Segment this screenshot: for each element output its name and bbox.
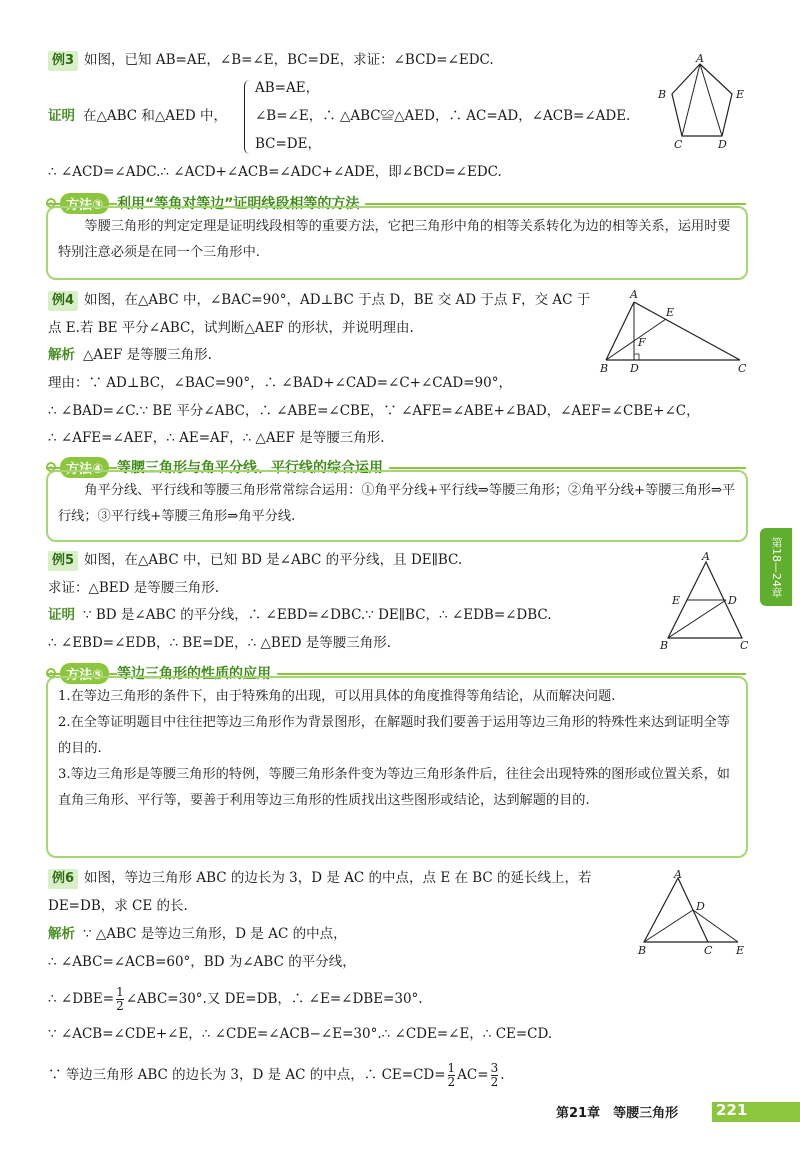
ex6-line6: ∵ ∠ACB=∠CDE+∠E，∴ ∠CDE=∠ACB−∠E=30°.∴ ∠CDE=∠E，∴ CE=CD. [48,1026,553,1042]
ex6-line5-a: ∴ ∠DBE= [48,991,115,1007]
page-number: 221 [716,1101,748,1119]
method3-box [46,206,748,280]
ex6-line3 [48,924,347,944]
frac-num: 1 [116,985,124,999]
method4-badge: 方法④ [60,457,109,478]
fig6-label-e: E [736,944,745,957]
fig3-label-b: B [658,88,667,101]
ex4-tag: 例4 [48,291,78,311]
fig3-label-c: C [674,138,683,151]
frac-num: 3 [490,1061,499,1075]
fig6-label-d: D [696,900,705,913]
ex3-figure [652,52,752,152]
ex4-line5: ∴ ∠BAD=∠C.∵ BE 平分∠ABC，∴ ∠ABE=∠CBE，∵ ∠AFE=∠ABE+∠BAD，∠AEF=∠CBE+∠C， [48,403,700,419]
ex4-line1 [48,290,590,311]
ex5-tag: 例5 [48,551,78,571]
fig4-label-f: F [638,336,646,349]
ex6-label: 解析 [48,926,75,942]
ex4-text1: 如图，在△ABC 中，∠BAC=90°，AD⊥BC 于点 D，BE 交 AD 于点 F，交 AC 于 [84,292,591,308]
method3-title: 利用“等角对等边”证明线段相等的方法 [117,193,365,213]
ex5-proof: ∵ BD 是∠ABC 的平分线，∴ ∠EBD=∠DBC.∵ DE∥BC，∴ ∠EDB=∠DBC. [83,607,552,623]
ex6-line5 [48,986,423,1013]
fig4-label-d: D [630,362,639,375]
ex3-text: 如图，已知 AB=AE，∠B=∠E，BC=DE，求证：∠BCD=∠EDC. [84,52,494,68]
ex5-figure [656,550,756,650]
frac-den: 2 [116,999,124,1013]
ex3-brace [244,80,253,154]
fig5-label-e: E [672,594,681,607]
method5-box [46,676,748,858]
ex5-line3 [48,605,552,625]
method5-title: 等边三角形的性质的应用 [117,663,277,683]
ex4-figure [596,288,756,378]
fig4-label-e: E [666,306,675,319]
ex3-cond1: AB=AE， [255,80,320,96]
footer-chapter: 第21章 等腰三角形 [556,1106,679,1121]
ex6-line5-b: ∠ABC=30°.又 DE=DB，∴ ∠E=∠DBE=30°. [125,991,423,1007]
fig3-label-d: D [718,138,727,151]
fig3-label-e: E [736,88,745,101]
ex3-label: 证明 [48,108,75,124]
ex5-text1: 如图，在△ABC 中，已知 BD 是∠ABC 的平分线，且 DE∥BC. [84,552,463,568]
ex3-statement [48,50,494,71]
ex5-line1 [48,550,462,571]
fig5-label-c: C [740,639,749,650]
ex4-line6: ∴ ∠AFE=∠AEF，∴ AE=AF，∴ △AEF 是等腰三角形. [48,430,385,446]
fig5-label-b: B [660,639,669,650]
ex3-conclusion: ∴ ∠ACD=∠ADC.∴ ∠ACD+∠ACB=∠ADC+∠ADE，即∠BCD=∠EDC. [48,164,502,180]
ex4-label: 解析 [48,347,75,363]
fig5-label-d: D [728,594,737,607]
ex4-line2: 点 E.若 BE 平分∠ABC，试判断△AEF 的形状，并说明理由. [48,320,414,336]
chapter-side-tab: 第18—24章 [760,528,792,606]
fig4-label-c: C [738,362,747,375]
fig6-label-b: B [638,944,647,957]
fig4-label-b: B [600,362,609,375]
method3-badge: 方法③ [60,193,109,214]
method4-body: 角平分线、平行线和等腰三角形常常综合运用：①角平分线+平行线⇒等腰三角形；②角平分线+等腰三角形⇒平行线；③平行线+等腰三角形⇒角平分线. [58,483,736,524]
ex5-line4: ∴ ∠EBD=∠EDB，∴ BE=DE，∴ △BED 是等腰三角形. [48,635,392,651]
ex6-line2: DE=DB，求 CE 的长. [48,898,188,914]
frac-num: 1 [447,1061,456,1075]
fig3-label-a: A [696,52,704,65]
ex4-line4: 理由：∵ AD⊥BC，∠BAC=90°，∴ ∠BAD+∠CAD=∠C+∠CAD=90°， [48,375,512,391]
ex5-label: 证明 [48,607,75,623]
method5-p1: 1.在等边三角形的条件下，由于特殊角的出现，可以用具体的角度推得等角结论，从而解决问题. [58,689,616,704]
ex6-line1 [48,868,592,889]
ex6-text1: 如图，等边三角形 ABC 的边长为 3，D 是 AC 的中点，点 E 在 BC 的延长线上，若 [84,870,592,886]
ex6-line4: ∴ ∠ABC=∠ACB=60°，BD 为∠ABC 的平分线， [48,954,356,970]
ex6-tag: 例6 [48,869,78,889]
ex6-line7-a: ∵ 等边三角形 ABC 的边长为 3，D 是 AC 的中点，∴ CE=CD= [48,1067,446,1083]
method5-p2: 2.在全等证明题目中往往把等边三角形作为背景图形，在解题时我们要善于运用等边三角形的特殊性来达到证明全等的目的. [58,715,730,756]
method4-box [46,470,748,542]
frac-den: 2 [490,1075,499,1089]
method5-badge: 方法⑤ [60,663,109,684]
fig5-label-a: A [702,550,710,563]
ex3-proof-lead [48,106,227,126]
ex6-fraction-three-halves [491,1062,499,1089]
ex6-line7 [48,1062,505,1089]
ex5-line2: 求证：△BED 是等腰三角形. [48,580,220,596]
ex4-answer: △AEF 是等腰三角形. [83,347,212,363]
ex3-cond3: BC=DE， [255,136,321,152]
ex6-fraction-half-2 [448,1062,456,1089]
ex3-lead: 在△ABC 和△AED 中， [83,108,228,124]
ex3-tag: 例3 [48,51,78,71]
ex6-solution: ∵ △ABC 是等边三角形，D 是 AC 的中点， [83,926,347,942]
fig6-label-a: A [674,870,682,881]
ex4-line3 [48,345,212,365]
method3-body: 等腰三角形的判定定理是证明线段相等的重要方法，它把三角形中角的相等关系转化为边的相等关系，运用时要特别注意必须是在同一个三角形中. [58,219,731,260]
method4-title: 等腰三角形与角平分线、平行线的综合运用 [117,457,389,477]
method5-p3: 3.等边三角形是等腰三角形的特例，等腰三角形条件变为等边三角形条件后，往往会出现特殊的图形或位置关系，如直角三角形、平行等，要善于利用等边三角形的性质找出这些图形或结论，达到解题的目的. [58,767,730,808]
fig4-label-a: A [630,288,638,301]
fig6-label-c: C [704,944,713,957]
ex6-line7-b: AC= [457,1067,489,1083]
ex6-line7-c: . [500,1067,505,1083]
ex6-fraction-half-1 [116,986,124,1013]
ex6-figure [634,870,754,960]
frac-den: 2 [447,1075,456,1089]
ex3-cond2: ∠B=∠E，∴ △ABC≌△AED，∴ AC=AD，∠ACB=∠ADE. [255,108,631,124]
